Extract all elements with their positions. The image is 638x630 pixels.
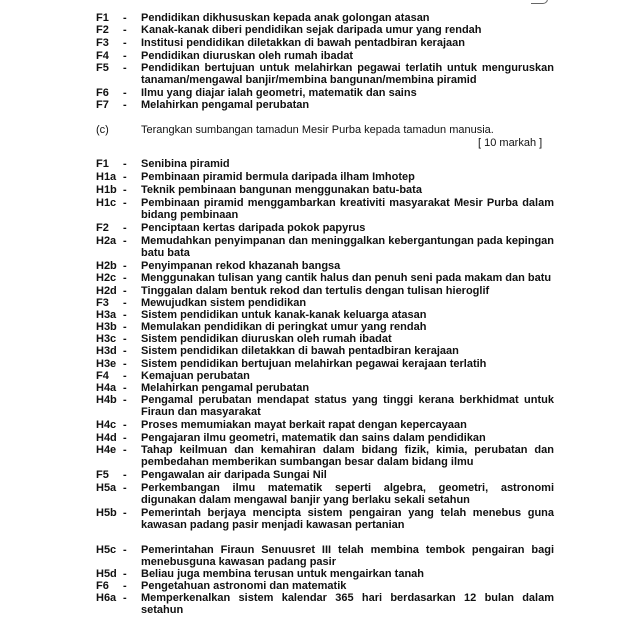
item-text: Perkembangan ilmu matematik seperti algebra, geometri, astronomi digunakan dalam mengawal banjir yang berlaku sekali setahun — [141, 482, 554, 506]
item-code: H4a — [96, 382, 117, 394]
item-text: Sistem pendidikan bertujuan melahirkan pegawai kerajaan terlatih — [141, 358, 487, 370]
item-dash: - — [123, 580, 127, 592]
item-dash: - — [123, 12, 127, 24]
item-code: H2a — [96, 235, 117, 247]
item-code: H4e — [96, 444, 117, 456]
item-dash: - — [123, 37, 127, 49]
item-code: H5c — [96, 544, 117, 556]
item-code: H2b — [96, 260, 117, 272]
item-code: F3 — [96, 297, 109, 309]
item-code: H3b — [96, 321, 117, 333]
item-dash: - — [123, 592, 127, 604]
item-code: F2 — [96, 24, 109, 36]
item-dash: - — [123, 272, 127, 284]
question-label: (c) — [96, 124, 109, 136]
item-dash: - — [123, 171, 127, 183]
item-dash: - — [123, 358, 127, 370]
item-dash: - — [123, 62, 127, 74]
item-text: Kanak-kanak diberi pendidikan sejak daripada umur yang rendah — [141, 24, 482, 36]
item-code: F6 — [96, 580, 109, 592]
item-dash: - — [123, 482, 127, 494]
item-text: Pendidikan bertujuan untuk melahirkan pegawai terlatih untuk menguruskan tanaman/mengawal banjir/membina bangunan/membina piramid — [141, 62, 554, 86]
item-dash: - — [123, 50, 127, 62]
item-text: Sistem pendidikan diuruskan oleh rumah ibadat — [141, 333, 392, 345]
item-code: H3a — [96, 309, 117, 321]
item-text: Pengetahuan astronomi dan matematik — [141, 580, 347, 592]
item-dash: - — [123, 444, 127, 456]
item-dash: - — [123, 568, 127, 580]
item-dash: - — [123, 321, 127, 333]
item-text: Teknik pembinaan bangunan menggunakan batu-bata — [141, 184, 422, 196]
item-code: H5d — [96, 568, 117, 580]
item-dash: - — [123, 297, 127, 309]
item-text: Pembinaan piramid bermula daripada ilham Imhotep — [141, 171, 415, 183]
item-text: Beliau juga membina terusan untuk mengairkan tanah — [141, 568, 425, 580]
item-text: Penciptaan kertas daripada pokok papyrus — [141, 222, 366, 234]
item-text: Sistem pendidikan untuk kanak-kanak keluarga atasan — [141, 309, 427, 321]
item-code: F5 — [96, 469, 109, 481]
item-code: H4c — [96, 419, 117, 431]
item-text: Melahirkan pengamal perubatan — [141, 99, 310, 111]
item-dash: - — [123, 222, 127, 234]
item-code: H1b — [96, 184, 117, 196]
item-text: Pengamal perubatan mendapat status yang tinggi kerana berkhidmat untuk Firaun dan masyarakat — [141, 394, 554, 418]
item-text: Memudahkan penyimpanan dan meninggalkan kebergantungan pada kepingan batu bata — [141, 235, 554, 259]
item-dash: - — [123, 345, 127, 357]
item-text: Memulakan pendidikan di peringkat umur yang rendah — [141, 321, 427, 333]
item-dash: - — [123, 184, 127, 196]
item-text: Penyimpanan rekod khazanah bangsa — [141, 260, 341, 272]
item-code: F7 — [96, 99, 109, 111]
item-dash: - — [123, 285, 127, 297]
item-dash: - — [123, 309, 127, 321]
item-code: F3 — [96, 37, 109, 49]
item-dash: - — [123, 235, 127, 247]
item-code: H4d — [96, 432, 117, 444]
item-text: Pembinaan piramid menggambarkan kreativiti masyarakat Mesir Purba dalam bidang pembinaan — [141, 197, 554, 221]
item-dash: - — [123, 333, 127, 345]
item-dash: - — [123, 260, 127, 272]
item-dash: - — [123, 469, 127, 481]
item-dash: - — [123, 394, 127, 406]
item-dash: - — [123, 24, 127, 36]
item-code: H5b — [96, 507, 117, 519]
item-dash: - — [123, 99, 127, 111]
item-text: Tinggalan dalam bentuk rekod dan tertulis dengan tulisan hieroglif — [141, 285, 490, 297]
marks-label: [ 10 markah ] — [478, 137, 543, 149]
item-code: H3c — [96, 333, 117, 345]
item-text: Pengawalan air daripada Sungai Nil — [141, 469, 327, 481]
item-text: Proses memumiakan mayat berkait rapat dengan kepercayaan — [141, 419, 467, 431]
item-text: Senibina piramid — [141, 158, 230, 170]
item-text: Menggunakan tulisan yang cantik halus dan penuh seni pada makam dan batu — [141, 272, 552, 284]
item-text: Memperkenalkan sistem kalendar 365 hari berdasarkan 12 bulan dalam setahun — [141, 592, 554, 616]
item-code: H4b — [96, 394, 117, 406]
item-code: H3d — [96, 345, 117, 357]
item-dash: - — [123, 544, 127, 556]
item-text: Ilmu yang diajar ialah geometri, matematik dan sains — [141, 87, 417, 99]
item-dash: - — [123, 197, 127, 209]
item-code: F6 — [96, 87, 109, 99]
item-text: Pendidikan diuruskan oleh rumah ibadat — [141, 50, 354, 62]
item-code: H6a — [96, 592, 117, 604]
item-text: Pemerintahan Firaun Senuusret III telah membina tembok pengairan bagi menebusguna kawasan padang pasir — [141, 544, 554, 568]
item-code: F4 — [96, 50, 109, 62]
item-code: F1 — [96, 158, 109, 170]
item-dash: - — [123, 382, 127, 394]
item-text: Sistem pendidikan diletakkan di bawah pentadbiran kerajaan — [141, 345, 459, 357]
item-dash: - — [123, 370, 127, 382]
item-dash: - — [123, 432, 127, 444]
page-corner-mark — [531, 0, 548, 4]
item-code: F5 — [96, 62, 109, 74]
question-text: Terangkan sumbangan tamadun Mesir Purba kepada tamadun manusia. — [141, 124, 494, 136]
item-dash: - — [123, 87, 127, 99]
item-text: Kemajuan perubatan — [141, 370, 250, 382]
item-code: H2d — [96, 285, 117, 297]
item-text: Institusi pendidikan diletakkan di bawah pentadbiran kerajaan — [141, 37, 465, 49]
item-dash: - — [123, 419, 127, 431]
item-code: H2c — [96, 272, 117, 284]
item-code: H3e — [96, 358, 117, 370]
item-code: H1c — [96, 197, 117, 209]
item-code: F1 — [96, 12, 109, 24]
item-code: H1a — [96, 171, 117, 183]
item-text: Melahirkan pengamal perubatan — [141, 382, 310, 394]
item-text: Pendidikan dikhususkan kepada anak golongan atasan — [141, 12, 430, 24]
item-text: Mewujudkan sistem pendidikan — [141, 297, 307, 309]
item-text: Pemerintah berjaya mencipta sistem pengairan yang telah menebus guna kawasan padang pasir menjadi kawasan pertanian — [141, 507, 554, 531]
item-dash: - — [123, 507, 127, 519]
item-text: Tahap keilmuan dan kemahiran dalam bidang fizik, kimia, perubatan dan pembedahan memberikan sumbangan besar dalam bidang ilmu — [141, 444, 554, 468]
item-text: Pengajaran ilmu geometri, matematik dan sains dalam pendidikan — [141, 432, 486, 444]
item-code: F2 — [96, 222, 109, 234]
item-dash: - — [123, 158, 127, 170]
item-code: F4 — [96, 370, 109, 382]
item-code: H5a — [96, 482, 117, 494]
